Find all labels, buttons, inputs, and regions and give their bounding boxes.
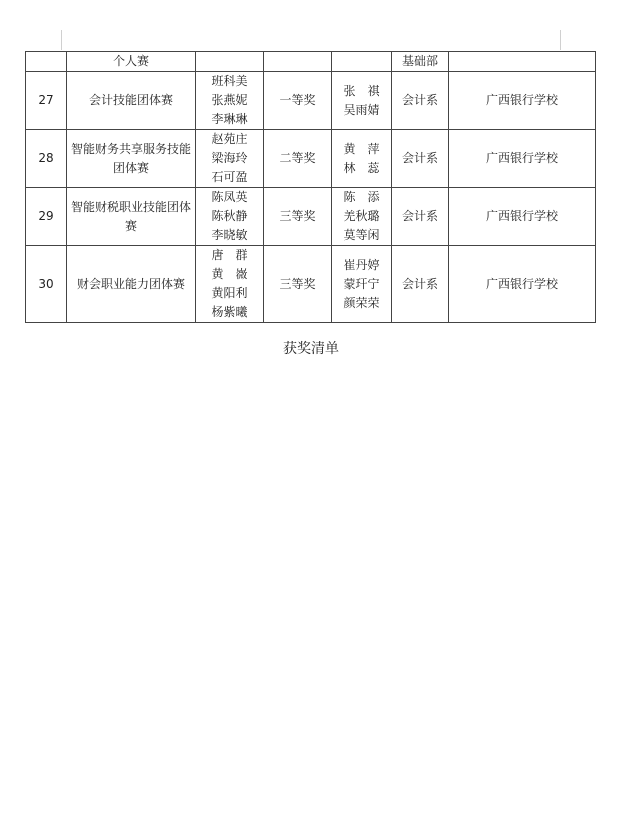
cell-students xyxy=(196,52,264,72)
cell-school: 广西银行学校 xyxy=(449,130,596,188)
document-title: 获奖清单 xyxy=(283,341,339,357)
table-row xyxy=(26,246,596,323)
cell-students xyxy=(196,246,264,323)
cell-event: 智能财务共享服务技能团体赛 xyxy=(67,130,196,188)
cell-teachers xyxy=(332,52,392,72)
cell-event: 个人赛 xyxy=(67,52,196,72)
student-name: 黄阳利 xyxy=(211,286,248,300)
cell-event: 会计技能团体赛 xyxy=(67,72,196,130)
page-margin-mark-left xyxy=(61,30,62,50)
student-name: 陈凤英 xyxy=(211,190,248,204)
cell-award xyxy=(264,52,332,72)
cell-award: 三等奖 xyxy=(264,188,332,246)
table-row xyxy=(26,130,596,188)
student-name: 黄 嶶 xyxy=(211,267,248,281)
teacher-name: 张 祺 xyxy=(343,83,380,98)
cell-event: 财会职业能力团体赛 xyxy=(67,246,196,323)
teacher-name: 颜荣荣 xyxy=(343,295,380,310)
cell-school: 广西银行学校 xyxy=(449,246,596,323)
cell-students xyxy=(196,72,264,130)
teacher-name: 黄 萍 xyxy=(343,141,380,156)
cell-department: 基础部 xyxy=(392,52,449,72)
teacher-name: 吴雨婧 xyxy=(343,102,380,117)
cell-teachers xyxy=(332,188,392,246)
teacher-name: 陈 添 xyxy=(343,190,380,204)
page-margin-mark-right xyxy=(560,30,561,50)
student-name: 张燕妮 xyxy=(211,93,248,107)
table-header-row xyxy=(26,52,596,72)
cell-department: 会计系 xyxy=(392,72,449,130)
teacher-name: 莫等闲 xyxy=(343,228,380,242)
cell-no: 27 xyxy=(26,72,67,130)
teacher-name: 羌秋璐 xyxy=(343,209,380,223)
cell-students xyxy=(196,130,264,188)
cell-teachers xyxy=(332,72,392,130)
cell-department: 会计系 xyxy=(392,130,449,188)
cell-award: 二等奖 xyxy=(264,130,332,188)
student-name: 赵苑庄 xyxy=(211,132,248,146)
cell-event: 智能财税职业技能团体赛 xyxy=(67,188,196,246)
student-name: 梁海玲 xyxy=(211,151,248,165)
cell-school: 广西银行学校 xyxy=(449,72,596,130)
cell-teachers xyxy=(332,246,392,323)
table-row xyxy=(26,188,596,246)
cell-no: 28 xyxy=(26,130,67,188)
cell-award: 一等奖 xyxy=(264,72,332,130)
student-name: 李琳琳 xyxy=(211,112,248,126)
student-name: 陈秋静 xyxy=(211,209,248,223)
cell-award: 三等奖 xyxy=(264,246,332,323)
cell-no: 29 xyxy=(26,188,67,246)
student-name: 班科美 xyxy=(211,74,248,88)
cell-school xyxy=(449,52,596,72)
student-name: 李晓敏 xyxy=(211,228,248,242)
teacher-name: 蒙玕宁 xyxy=(343,276,380,291)
teacher-name: 林 蕊 xyxy=(343,160,380,175)
student-name: 唐 群 xyxy=(211,248,248,262)
student-name: 杨紫曦 xyxy=(211,305,248,319)
teacher-name: 崔丹婷 xyxy=(343,257,380,272)
cell-school: 广西银行学校 xyxy=(449,188,596,246)
awards-table xyxy=(25,51,596,323)
cell-department: 会计系 xyxy=(392,188,449,246)
cell-no: 30 xyxy=(26,246,67,323)
cell-students xyxy=(196,188,264,246)
table-row xyxy=(26,72,596,130)
student-name: 石可盈 xyxy=(211,170,248,184)
cell-teachers xyxy=(332,130,392,188)
cell-no xyxy=(26,52,67,72)
cell-department: 会计系 xyxy=(392,246,449,323)
